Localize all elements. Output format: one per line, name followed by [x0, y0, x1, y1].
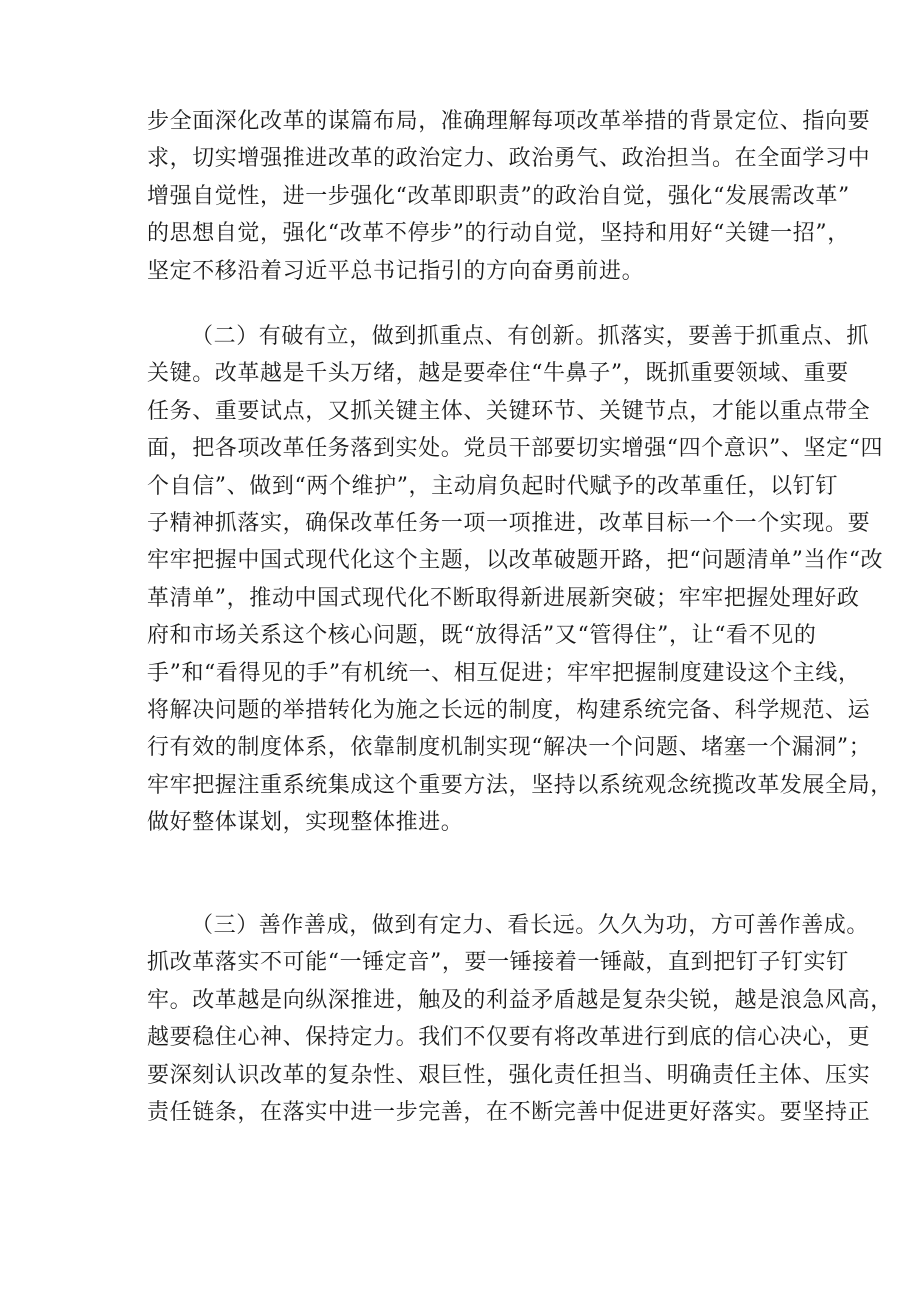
paragraph-line: 革清单”，推动中国式现代化不断取得新进展新突破；牢牢把握处理好政: [147, 585, 860, 611]
paragraph-line: 坚定不移沿着习近平总书记指引的方向奋勇前进。: [147, 258, 645, 284]
paragraph-line: 将解决问题的举措转化为施之长远的制度，构建系统完备、科学规范、运: [147, 698, 871, 724]
paragraph-line: （二）有破有立，做到抓重点、有创新。抓落实，要善于抓重点、抓: [191, 324, 870, 349]
paragraph-line: 府和市场关系这个核心问题，既“放得活”又“管得住”，让“看不见的: [147, 623, 817, 649]
paragraph-line: 手”和“看得见的手”有机统一、相互促进；牢牢把握制度建设这个主线，: [147, 660, 861, 686]
paragraph-line: 做好整体谋划，实现整体推进。: [147, 810, 464, 836]
paragraph-line: 责任链条，在落实中进一步完善，在不断完善中促进更好落实。要坚持正: [147, 1100, 871, 1126]
paragraph-line: 的思想自觉，强化“改革不停步”的行动自觉，坚持和用好“关键一招”，: [147, 221, 850, 247]
paragraph-line: 牢。改革越是向纵深推进，触及的利益矛盾越是复杂尖锐，越是浪急风高，: [147, 987, 893, 1013]
paragraph-line: 求，切实增强推进改革的政治定力、政治勇气、政治担当。在全面学习中: [147, 146, 871, 172]
paragraph-line: 牢牢把握注重系统集成这个重要方法，坚持以系统观念统揽改革发展全局，: [147, 772, 893, 798]
paragraph-line: 牢牢把握中国式现代化这个主题，以改革破题开路，把“问题清单”当作“改: [147, 548, 884, 574]
paragraph-line: 越要稳住心神、保持定力。我们不仅要有将改革进行到底的信心决心，更: [147, 1025, 871, 1051]
paragraph-line: 面，把各项改革任务落到实处。党员干部要切实增强“四个意识”、坚定“四: [147, 436, 884, 462]
paragraph-line: 步全面深化改革的谋篇布局，准确理解每项改革举措的背景定位、指向要: [147, 109, 871, 134]
paragraph-line: 增强自觉性，进一步强化“改革即职责”的政治自觉，强化“发展需改革”: [147, 183, 850, 209]
paragraph-line: 行有效的制度体系，依靠制度机制实现“解决一个问题、堵塞一个漏洞”；: [147, 735, 872, 761]
paragraph-1: [147, 103, 871, 290]
paragraph-line: 子精神抓落实，确保改革任务一项一项推进，改革目标一个一个实现。要: [147, 511, 871, 537]
paragraph-2: [147, 318, 893, 842]
paragraph-line: 要深刻认识改革的复杂性、艰巨性，强化责任担当、明确责任主体、压实: [147, 1062, 871, 1088]
paragraph-3: [147, 907, 893, 1131]
paragraph-line: （三）善作善成，做到有定力、看长远。久久为功，方可善作善成。: [191, 913, 870, 938]
paragraph-line: 抓改革落实不可能“一锤定音”，要一锤接着一锤敲，直到把钉子钉实钉: [147, 950, 849, 976]
paragraph-line: 任务、重要试点，又抓关键主体、关键环节、关键节点，才能以重点带全: [147, 398, 871, 424]
paragraph-line: 个自信”、做到“两个维护”，主动肩负起时代赋予的改革重任，以钉钉: [147, 473, 838, 499]
paragraph-line: 关键。改革越是千头万绪，越是要牵住“牛鼻子”，既抓重要领域、重要: [147, 361, 849, 387]
